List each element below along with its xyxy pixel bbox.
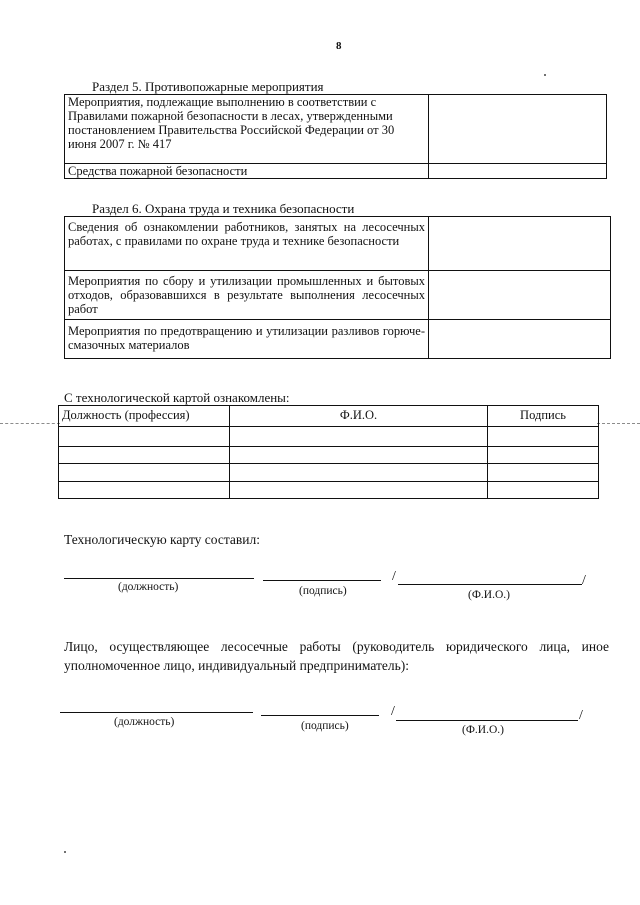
position-line — [64, 578, 254, 579]
table-row — [65, 95, 607, 164]
table-cell — [488, 464, 599, 482]
acknowledgement-title: С технологической картой ознакомлены: — [64, 390, 290, 405]
section6-row-label: Мероприятия по сбору и утилизации промышленных и бытовых отходов, образовавшихся в результате выполнения лесосечных работ — [65, 271, 429, 320]
section6-row-value — [429, 217, 611, 271]
column-header-position: Должность (профессия) — [59, 406, 230, 427]
name-caption: (Ф.И.О.) — [468, 589, 510, 601]
scan-speck — [64, 851, 66, 853]
table-cell — [488, 447, 599, 464]
position-caption: (должность) — [114, 716, 175, 728]
signature-caption: (подпись) — [299, 585, 347, 597]
table-cell — [230, 427, 488, 447]
name-caption: (Ф.И.О.) — [462, 724, 504, 736]
slash-separator: / — [579, 708, 583, 723]
slash-separator: / — [392, 569, 396, 584]
signature-line — [261, 715, 379, 716]
table-cell — [488, 427, 599, 447]
scan-speck — [544, 74, 546, 76]
table-row — [65, 320, 611, 359]
position-line — [60, 712, 253, 713]
table-row — [65, 164, 607, 179]
table-row — [59, 406, 599, 427]
table-cell — [230, 482, 488, 499]
table-row — [65, 217, 611, 271]
table-row — [59, 447, 599, 464]
dashed-line — [0, 423, 60, 424]
table-row — [59, 482, 599, 499]
section6-row-label: Мероприятия по предотвращению и утилизации разливов горюче-смазочных материалов — [65, 320, 429, 359]
table-row — [59, 427, 599, 447]
name-line — [396, 720, 578, 721]
slash-separator: / — [582, 573, 586, 588]
section6-table — [64, 216, 611, 359]
column-header-name: Ф.И.О. — [230, 406, 488, 427]
section5-row-value — [429, 164, 607, 179]
section6-title: Раздел 6. Охрана труда и техника безопасности — [92, 201, 355, 216]
section5-title: Раздел 5. Противопожарные мероприятия — [92, 79, 324, 94]
compiled-by-label: Технологическую карту составил: — [64, 532, 261, 547]
operator-label: Лицо, осуществляющее лесосечные работы (руководитель юридического лица, иное уполномоченное лицо, индивидуальный предприниматель): — [64, 639, 609, 673]
signature-caption: (подпись) — [301, 720, 349, 732]
position-caption: (должность) — [118, 581, 179, 593]
table-cell — [230, 464, 488, 482]
section6-row-label: Сведения об ознакомлении работников, занятых на лесосечных работах, с правилами по охране труда и технике безопасности — [65, 217, 429, 271]
dashed-line — [597, 423, 640, 424]
table-cell — [59, 427, 230, 447]
table-cell — [230, 447, 488, 464]
table-row — [65, 271, 611, 320]
section5-table — [64, 94, 607, 179]
name-line — [398, 584, 582, 585]
table-cell — [488, 482, 599, 499]
section6-row-value — [429, 271, 611, 320]
section5-row-label: Средства пожарной безопасности — [65, 164, 429, 179]
table-cell — [59, 464, 230, 482]
signature-line — [263, 580, 381, 581]
table-cell — [59, 447, 230, 464]
section5-row-label: Мероприятия, подлежащие выполнению в соответствии с Правилами пожарной безопасности в лесах, утвержденными постановлением Правительства Российской Федерации от 30 июня 2007 г. № 417 — [65, 95, 429, 164]
section6-row-value — [429, 320, 611, 359]
section5-row-value — [429, 95, 607, 164]
column-header-signature: Подпись — [488, 406, 599, 427]
table-row — [59, 464, 599, 482]
page-number: 8 — [336, 40, 342, 52]
slash-separator: / — [391, 704, 395, 719]
acknowledgement-table — [58, 405, 599, 499]
table-cell — [59, 482, 230, 499]
